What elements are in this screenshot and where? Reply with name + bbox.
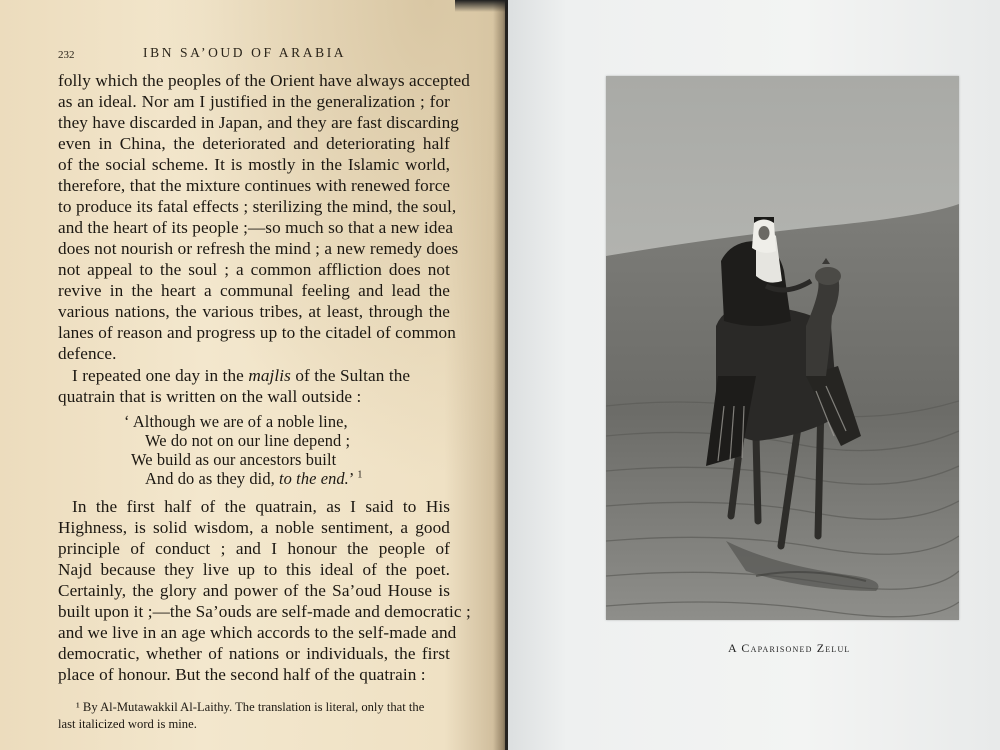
text-line: principle of conduct ; and I honour the people of <box>58 539 450 558</box>
text-line: as an ideal. Nor am I justified in the generalization ; for <box>58 92 450 111</box>
text-line: does not nourish or refresh the mind ; a new remedy does <box>58 239 459 258</box>
verse-line: We do not on our line depend ; <box>145 431 351 450</box>
verse-line <box>145 469 363 489</box>
running-head: IBN SA’OUD OF ARABIA <box>143 45 347 60</box>
verse-line: ‘ Although we are of a noble line, <box>124 412 348 431</box>
text-line: built upon it ;—the Sa’ouds are self-made and democratic ; <box>58 602 471 621</box>
text-line: folly which the peoples of the Orient have always accepted <box>58 71 470 90</box>
footnote-line: last italicized word is mine. <box>58 717 197 731</box>
text-line: even in China, the deteriorated and deteriorating half <box>58 134 450 153</box>
text-line: place of honour. But the second half of the quatrain : <box>58 665 426 684</box>
text-line: to produce its fatal effects ; sterilizing the mind, the soul, <box>58 197 457 216</box>
right-page <box>508 0 1000 750</box>
footnote-line: ¹ By Al-Mutawakkil Al-Laithy. The translation is literal, only that the <box>76 700 425 714</box>
text-line: therefore, that the mixture continues with renewed force <box>58 176 451 195</box>
text-line: and we live in an age which accords to the self-made and <box>58 623 457 642</box>
text-line <box>72 366 410 386</box>
text-line: Najd because they live up to this ideal of the poet. <box>58 560 450 579</box>
text-span: And do as they did, <box>145 469 280 488</box>
text-span: I repeated one day in the <box>72 366 249 385</box>
italic-phrase: to the end. <box>279 469 349 488</box>
text-line: quatrain that is written on the wall outside : <box>58 387 362 406</box>
text-line: revive in the heart a communal feeling and lead the <box>58 281 450 300</box>
text-span: ’ <box>348 469 358 488</box>
text-line: lanes of reason and progress up to the citadel of common <box>58 323 456 342</box>
text-line: of the social scheme. It is mostly in the Islamic world, <box>58 155 450 174</box>
photo-illustration <box>606 76 959 620</box>
text-line: and the heart of its people ;—so much so that a new idea <box>58 218 454 237</box>
text-line: various nations, the various tribes, at least, through the <box>58 302 450 321</box>
text-line: they have discarded in Japan, and they are fast discarding <box>58 113 459 132</box>
text-line: defence. <box>58 344 117 363</box>
text-line: Highness, is solid wisdom, a noble sentiment, a good <box>58 518 450 537</box>
text-span: of the Sultan the <box>290 366 411 385</box>
verse-line: We build as our ancestors built <box>131 450 337 469</box>
camel-rider-photo <box>606 76 959 620</box>
photo-caption: A Caparisoned Zelul <box>728 641 851 655</box>
italic-word: majlis <box>248 366 291 385</box>
text-line: not appeal to the soul ; a common affliction does not <box>58 260 450 279</box>
text-line: In the first half of the quatrain, as I said to His <box>72 497 450 516</box>
text-line: Certainly, the glory and power of the Sa’oud House is <box>58 581 450 600</box>
text-line: democratic, whether of nations or individuals, the first <box>58 644 450 663</box>
page-number: 232 <box>58 49 75 61</box>
footnote-mark: 1 <box>357 469 363 481</box>
